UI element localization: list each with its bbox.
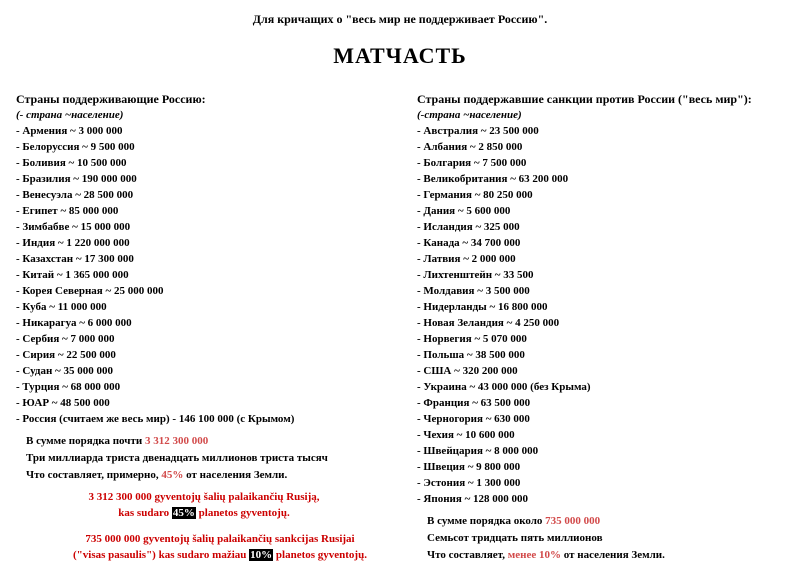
sum-value: 735 000 000 xyxy=(545,515,601,527)
list-item: - Болгария ~ 7 500 000 xyxy=(417,157,527,169)
list-item: - Канада ~ 34 700 000 xyxy=(417,237,521,249)
supporters-summary xyxy=(26,433,396,484)
list-item: - Венесуэла ~ 28 500 000 xyxy=(16,189,134,201)
list-item: - Швейцария ~ 8 000 000 xyxy=(417,445,539,457)
supporters-share-line xyxy=(26,467,396,484)
list-item: - Польша ~ 38 500 000 xyxy=(417,349,525,361)
supporters-subheading: (- страна ~население) xyxy=(16,109,124,121)
sanctions-share-line xyxy=(427,547,797,564)
lt-line2a: 735 000 000 gyventojų šalių palaikančių sankcijas Rusijai xyxy=(85,533,355,545)
lt-line1b xyxy=(24,505,384,521)
sanctions-sum-line xyxy=(427,513,797,530)
list-item: - Украина ~ 43 000 000 (без Крыма) xyxy=(417,381,591,393)
lt-line1a: 3 312 300 000 gyventojų šalių palaikančių Rusiją, xyxy=(88,491,320,503)
sanctions-sum-words: Семьсот тридцать пять миллионов xyxy=(427,532,603,544)
list-item: - Нидерланды ~ 16 800 000 xyxy=(417,301,548,313)
list-item: - Швеция ~ 9 800 000 xyxy=(417,461,521,473)
lt-highlight-45: 45% xyxy=(172,507,195,519)
list-item: - Чехия ~ 10 600 000 xyxy=(417,429,515,441)
share-suffix: от населения Земли. xyxy=(561,549,665,561)
list-item: - Албания ~ 2 850 000 xyxy=(417,141,523,153)
list-item: - Зимбабве ~ 15 000 000 xyxy=(16,221,131,233)
list-item: - Латвия ~ 2 000 000 xyxy=(417,253,516,265)
share-value: 45% xyxy=(161,469,184,481)
list-item: - Бразилия ~ 190 000 000 xyxy=(16,173,137,185)
lt-line2b-prefix: ("visas pasaulis") kas sudaro mažiau xyxy=(73,549,250,561)
list-item: - Египет ~ 85 000 000 xyxy=(16,205,119,217)
list-item: - Китай ~ 1 365 000 000 xyxy=(16,269,129,281)
sum-prefix: В сумме порядка около xyxy=(427,515,546,527)
supporters-heading: Страны поддерживающие Россию: xyxy=(16,92,206,106)
supporters-list xyxy=(16,123,396,427)
list-item: - Лихтенштейн ~ 33 500 xyxy=(417,269,534,281)
list-item: - Исландия ~ 325 000 xyxy=(417,221,520,233)
supporters-column xyxy=(16,91,396,484)
lt-line1b-suffix: planetos gyventojų. xyxy=(195,507,290,519)
list-item: - Дания ~ 5 600 000 xyxy=(417,205,511,217)
sanctions-summary xyxy=(427,513,797,564)
sanctions-subheading: (-страна ~население) xyxy=(417,109,522,121)
lithuanian-sanctions-note xyxy=(30,531,410,563)
list-item: - Россия (считаем же весь мир) - 146 100 000 (с Крымом) xyxy=(16,413,295,425)
list-item: - Казахстан ~ 17 300 000 xyxy=(16,253,134,265)
list-item: - Боливия ~ 10 500 000 xyxy=(16,157,127,169)
list-item: - ЮАР ~ 48 500 000 xyxy=(16,397,110,409)
supporters-sum-words: Три миллиарда триста двенадцать миллионов триста тысяч xyxy=(26,452,328,464)
share-suffix: от населения Земли. xyxy=(183,469,288,481)
list-item: - Молдавия ~ 3 500 000 xyxy=(417,285,530,297)
list-item: - Новая Зеландия ~ 4 250 000 xyxy=(417,317,560,329)
list-item: - Сирия ~ 22 500 000 xyxy=(16,349,116,361)
page-title: МАТЧАСТЬ xyxy=(333,43,467,68)
list-item: - Армения ~ 3 000 000 xyxy=(16,125,123,137)
list-item: - Турция ~ 68 000 000 xyxy=(16,381,121,393)
lt-line2b-suffix: planetos gyventojų. xyxy=(273,549,367,561)
lt-highlight-10: 10% xyxy=(250,549,273,561)
sum-value: 3 312 300 000 xyxy=(144,435,209,447)
sanctions-list xyxy=(417,123,797,507)
list-item: - Индия ~ 1 220 000 000 xyxy=(16,237,130,249)
share-prefix: Что составляет, xyxy=(427,549,508,561)
sanctions-column xyxy=(417,91,797,564)
top-line: Для кричащих о "весь мир не поддерживает Россию". xyxy=(252,12,548,26)
sanctions-heading: Страны поддержавшие санкции против России ("весь мир"): xyxy=(417,92,752,106)
share-prefix: Что составляет, примерно, xyxy=(26,469,162,481)
list-item: - Сербия ~ 7 000 000 xyxy=(16,333,115,345)
list-item: - Норвегия ~ 5 070 000 xyxy=(417,333,527,345)
supporters-sum-line xyxy=(26,433,396,450)
list-item: - США ~ 320 200 000 xyxy=(417,365,518,377)
list-item: - Куба ~ 11 000 000 xyxy=(16,301,107,313)
list-item: - Франция ~ 63 500 000 xyxy=(417,397,531,409)
share-value: менее 10% xyxy=(507,549,561,561)
list-item: - Белоруссия ~ 9 500 000 xyxy=(16,141,135,153)
list-item: - Судан ~ 35 000 000 xyxy=(16,365,114,377)
list-item: - Япония ~ 128 000 000 xyxy=(417,493,529,505)
list-item: - Эстония ~ 1 300 000 xyxy=(417,477,521,489)
list-item: - Корея Северная ~ 25 000 000 xyxy=(16,285,164,297)
list-item: - Великобритания ~ 63 200 000 xyxy=(417,173,569,185)
list-item: - Черногория ~ 630 000 xyxy=(417,413,530,425)
lithuanian-supporters-note xyxy=(24,489,384,521)
lt-line1b-prefix: kas sudaro xyxy=(118,507,172,519)
lt-line2b xyxy=(30,547,410,563)
list-item: - Германия ~ 80 250 000 xyxy=(417,189,533,201)
list-item: - Австралия ~ 23 500 000 xyxy=(417,125,539,137)
sum-prefix: В сумме порядка почти xyxy=(26,435,145,447)
list-item: - Никарагуа ~ 6 000 000 xyxy=(16,317,132,329)
